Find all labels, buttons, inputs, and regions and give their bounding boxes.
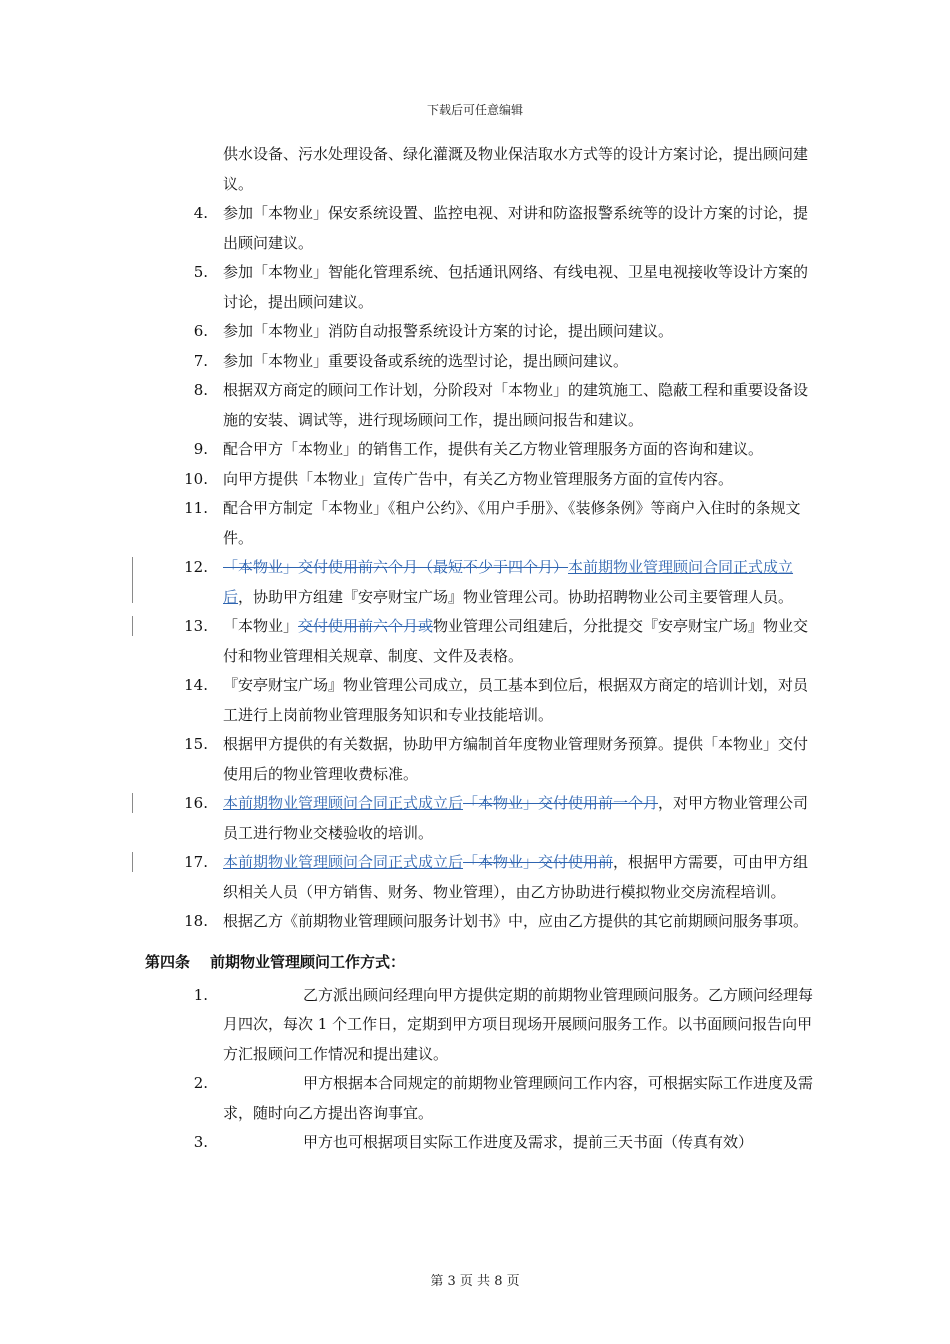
item-number: 18. bbox=[184, 912, 208, 930]
item-text: 甲方也可根据项目实际工作进度及需求，提前三天书面（传真有效） bbox=[303, 1133, 754, 1151]
item-number: 8. bbox=[193, 381, 208, 399]
list-item-13 bbox=[0, 612, 818, 671]
revision-change-bar bbox=[132, 852, 133, 872]
item-text: 参加「本物业」消防自动报警系统设计方案的讨论，提出顾问建议。 bbox=[223, 322, 674, 340]
tracked-insertion: 本前期物业管理顾问合同正式成立后 bbox=[223, 853, 464, 871]
item-number: 9. bbox=[193, 440, 208, 458]
item-number: 2. bbox=[193, 1074, 208, 1092]
section-heading bbox=[0, 947, 950, 977]
item-text: 供水设备、污水处理设备、绿化灌溉及物业保洁取水方式等的设计方案讨论，提出顾问建议。 bbox=[223, 145, 809, 193]
item-number: 3. bbox=[193, 1133, 208, 1151]
item-text: 根据双方商定的顾问工作计划，分阶段对「本物业」的建筑施工、隐蔽工程和重要设备设施的安装、调试等，进行现场顾问工作，提出顾问报告和建议。 bbox=[223, 381, 809, 429]
item-text: ，对甲方物业管理公司员工进行物业交楼验收的培训。 bbox=[223, 794, 809, 842]
tracked-deletion: 「本物业」交付使用前 bbox=[463, 853, 614, 871]
list-item-10 bbox=[0, 465, 818, 495]
tracked-deletion: 交付使用前六个月或 bbox=[298, 617, 434, 635]
list-item-18 bbox=[0, 907, 818, 937]
item-text: ，根据甲方需要，可由甲方组织相关人员（甲方销售、财务、物业管理），由乙方协助进行模拟物业交房流程培训。 bbox=[223, 853, 809, 901]
item-text: 根据乙方《前期物业管理顾问服务计划书》中，应由乙方提供的其它前期顾问服务事项。 bbox=[223, 912, 809, 930]
item-text: 参加「本物业」智能化管理系统、包括通讯网络、有线电视、卫星电视接收等设计方案的讨论，提出顾问建议。 bbox=[223, 263, 809, 311]
page-footer: 第 3 页 共 8 页 bbox=[430, 1274, 520, 1289]
item-number: 17. bbox=[184, 853, 208, 871]
section4-item-3 bbox=[0, 1128, 818, 1158]
document-body bbox=[0, 140, 950, 1158]
section4-item-2 bbox=[0, 1069, 818, 1128]
item-number: 16. bbox=[184, 794, 208, 812]
section-title: 前期物业管理顾问工作方式： bbox=[210, 952, 406, 971]
section4-item-1 bbox=[0, 981, 818, 1070]
list-item-12 bbox=[0, 553, 818, 612]
section-label: 第四条 bbox=[145, 952, 191, 971]
tracked-insertion: 本前期物业管理顾问合同正式成立后 bbox=[223, 558, 794, 606]
tracked-deletion: 「本物业」交付使用前一个月 bbox=[463, 794, 659, 812]
item-number: 7. bbox=[193, 351, 208, 370]
item-text: 参加「本物业」重要设备或系统的选型讨论，提出顾问建议。 bbox=[223, 351, 629, 370]
list-item-11 bbox=[0, 494, 818, 553]
item-number: 4. bbox=[193, 204, 208, 222]
list-item-8 bbox=[0, 376, 818, 435]
tracked-insertion: 本前期物业管理顾问合同正式成立后 bbox=[223, 794, 464, 812]
tracked-deletion: 「本物业」交付使用前六个月（最短不少于四个月） bbox=[223, 558, 569, 576]
revision-change-bar bbox=[132, 793, 133, 813]
item-number: 10. bbox=[184, 469, 208, 488]
item-text: 乙方派出顾问经理向甲方提供定期的前期物业管理顾问服务。乙方顾问经理每月四次，每次 1 个工作日，定期到甲方项目现场开展顾问服务工作。以书面顾问报告向甲方汇报顾问工作情况和提出建议。 bbox=[223, 985, 814, 1063]
item-number: 12. bbox=[184, 558, 208, 576]
item-number: 11. bbox=[184, 499, 208, 517]
revision-change-bar bbox=[132, 557, 133, 603]
item-text: 物业管理公司组建后，分批提交『安亭财宝广场』物业交付和物业管理相关规章、制度、文件及表格。 bbox=[223, 617, 809, 665]
item-number: 13. bbox=[184, 617, 208, 635]
revision-change-bar bbox=[132, 616, 133, 636]
item-text: 『安亭财宝广场』物业管理公司成立，员工基本到位后，根据双方商定的培训计划，对员工进行上岗前物业管理服务知识和专业技能培训。 bbox=[223, 676, 809, 724]
list-item-4 bbox=[0, 199, 818, 258]
item-text-prefix: 「本物业」 bbox=[223, 617, 299, 635]
item-number: 14. bbox=[184, 676, 208, 694]
list-item-16 bbox=[0, 789, 818, 848]
item-text: ，协助甲方组建『安亭财宝广场』物业管理公司。协助招聘物业公司主要管理人员。 bbox=[238, 587, 794, 606]
item-number: 15. bbox=[184, 735, 208, 753]
item-text: 甲方根据本合同规定的前期物业管理顾问工作内容，可根据实际工作进度及需求，随时向乙方提出咨询事宜。 bbox=[223, 1074, 814, 1122]
list-item-17 bbox=[0, 848, 818, 907]
list-item-6 bbox=[0, 317, 818, 347]
item-text: 配合甲方制定「本物业」《租户公约》、《用户手册》、《装修条例》等商户入住时的条规文件。 bbox=[223, 499, 801, 547]
list-item-7 bbox=[0, 347, 818, 377]
list-item-14 bbox=[0, 671, 818, 730]
item-text: 根据甲方提供的有关数据，协助甲方编制首年度物业管理财务预算。提供「本物业」交付使用后的物业管理收费标准。 bbox=[223, 735, 809, 783]
list-item-15 bbox=[0, 730, 818, 789]
page-header: 下载后可任意编辑 bbox=[426, 103, 523, 117]
list-item-5 bbox=[0, 258, 818, 317]
item-text: 配合甲方「本物业」的销售工作，提供有关乙方物业管理服务方面的咨询和建议。 bbox=[223, 440, 764, 458]
item-text: 参加「本物业」保安系统设置、监控电视、对讲和防盗报警系统等的设计方案的讨论，提出顾问建议。 bbox=[223, 204, 809, 252]
list-item-9 bbox=[0, 435, 818, 465]
item-text: 向甲方提供「本物业」宣传广告中，有关乙方物业管理服务方面的宣传内容。 bbox=[223, 469, 734, 488]
item-number: 1. bbox=[193, 985, 208, 1004]
item-number: 6. bbox=[193, 322, 208, 340]
list-item-continuation bbox=[0, 140, 818, 199]
item-number: 5. bbox=[193, 263, 208, 281]
